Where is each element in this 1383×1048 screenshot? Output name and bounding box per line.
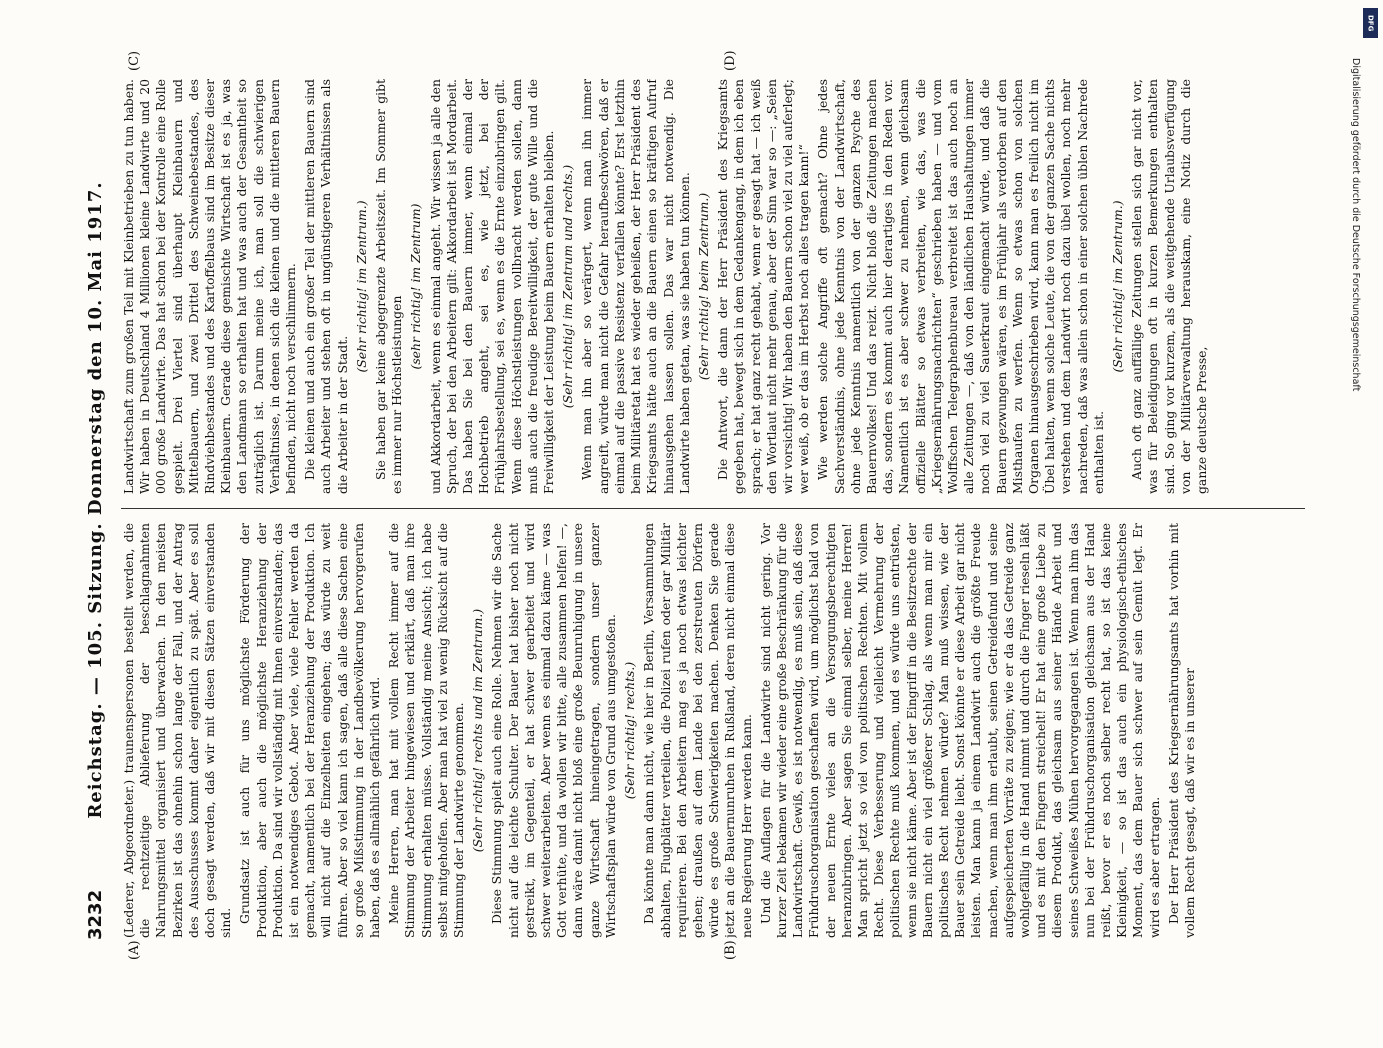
paragraph: Die kleinen und auch ein großer Teil der mittleren Bauern sind auch Arbeiter und stehen oft in ungünstigeren Verhältnissen als die Arbeiter in der Stadt.: [302, 79, 350, 494]
margin-marker-d: (D): [723, 50, 738, 71]
paragraph: Wenn man ihn aber so verärgert, wenn man ihn immer angreift, würde man nicht die Gefahr heraufbeschwören, daß er einmal auf die passive Resistenz verfallen könnte? Erst letzthin beim Militäretat hat es wieder geheißen, der Herr Präsident des Kriegsamts hätte auch an die Bauern einen so kräftigen Aufruf hinausgehen lassen sollen. Das war nicht notwendig. Die Landwirte haben getan, was sie haben tun können.: [579, 79, 692, 494]
digitization-note: Digitalisierung gefördert durch die Deutsche Forschungsgemeinschaft: [1350, 58, 1361, 392]
paragraph: Grundsatz ist auch für uns möglichste Förderung der Produktion, aber auch die möglichste Heranziehung der Produktion. Da sind wir vollständig mit Ihnen einverstanden; das ist ein notwendiges Gebot. Aber viele, viele Fehler werden da gemacht, namentlich bei der Heranziehung der Produktion. Ich will nicht auf die Einzelheiten eingehen; das würde zu weit führen. Aber so viel kann ich sagen, daß alle diese Sachen eine so große Mißstimmung in der Landbevölkerung hervorgerufen haben, daß es allmählich gefährlich wird.: [237, 523, 383, 938]
paragraph: Diese Stimmung spielt auch eine Rolle. Nehmen wir die Sache nicht auf die leichte Schulter. Der Bauer hat bisher noch nicht gestreikt, im Gegenteil, er hat schwer gearbeitet und wird schwer weiterarbeiten. Aber wenn es einmal dazu käme — was Gott verhüte, und da wollen wir bitte, alle zusammen helfen! —, dann wäre damit nicht bloß eine große Beunruhigung in unsere ganze Wirtschaft hineingetragen, sondern unser ganzer Wirtschaftsplan würde von Grund aus umgestoßen.: [489, 523, 618, 938]
interjection: (Sehr richtig! im Zentrum und rechts.): [560, 164, 576, 409]
paragraph: Der Herr Präsident des Kriegsernährungsamts hat vorhin mit vollem Recht gesagt, daß wir es in unserer: [1165, 523, 1197, 938]
interjection: (Sehr richtig! im Zentrum.): [1109, 200, 1125, 373]
interjection: (Sehr richtig! im Zentrum.): [353, 200, 369, 373]
paragraph: Meine Herren, man hat mit vollem Recht immer auf die Stimmung der Arbeiter hingewiesen und erklärt, daß man ihre Stimmung erhalten müsse. Vollständig meine Ansicht; ich habe selbst mitgeholfen. Aber man hat viel zu wenig Rücksicht auf die Stimmung der Landwirte genommen.: [386, 523, 467, 938]
dfg-logo-text: DFG: [1366, 14, 1375, 32]
sidebar-note: [1347, 8, 1363, 998]
text-column-right: [121, 79, 1309, 494]
paragraph: Da könnte man dann nicht, wie hier in Berlin, Versammlungen abhalten, Flugblätter verteilen, die Polizei rufen oder gar Militär requirieren. Bei den Arbeitern mag es ja noch etwas leichter gehen; draußen auf dem Lande bei den zerstreuten Dörfern würde es große Schwierigkeiten machen. Denken Sie gerade jetzt an die Bauernunruhen in Rußland, deren nicht einmal diese neue Regierung Herr werden kann.: [641, 523, 754, 938]
paragraph: Auch oft ganz auffällige Zeitungen stellen sich gar nicht vor, was für Beleidigungen oft in kurzen Bemerkungen enthalten sind. So ging vor kurzem, als die weitgehende Urlaubsverfügung von der Militärverwaltung herauskam, eine Notiz durch die ganze deutsche Presse,: [1129, 79, 1209, 494]
paragraph: Landwirtschaft zum großen Teil mit Kleinbetrieben zu tun haben. Wir haben in Deutschland 4 Millionen kleine Landwirte und 20 000 große Landwirte. Das hat schon bei der Kontrolle eine Rolle gespielt. Drei Viertel sind überhaupt Kleinbauern und Mittelbauern, und zwei Drittel des Schweinebestandes, des Rindviehbestandes und des Kartoffelbaus sind im Besitze dieser Kleinbauern. Gerade diese gemischte Wirtschaft ist es ja, was den Landmann so erhalten hat und was auch der Gesamtheit so zuträglich ist. Darum meine ich, man soll die schwierigen Verhältnisse, in denen sich die kleinen und die mittleren Bauern befinden, nicht noch verschlimmern.: [121, 79, 299, 494]
rotated-page: [63, 36, 1319, 964]
dfg-logo: [1363, 8, 1378, 38]
interjection: (Sehr richtig! rechts.): [622, 661, 638, 800]
paragraph: Sie haben gar keine abgegrenzte Arbeitszeit. Im Sommer gibt es immer nur Höchstleistungen: [373, 79, 405, 494]
interjection: (sehr richtig! im Zentrum): [408, 203, 424, 370]
text-column-left: [121, 523, 1309, 938]
column-divider: [121, 508, 1305, 509]
interjection: (Sehr richtig! rechts und im Zentrum.): [470, 608, 486, 853]
paragraph: und Akkordarbeit, wenn es einmal angeht. Wir wissen ja alle den Spruch, der bei den Arbeitern gilt: Akkordarbeit ist Mordarbeit. Das haben Sie bei den Bauern immer, wenn einmal der Hochbetrieb angeht, sei es, wie jetzt, bei der Frühjahrsbestellung, sei es, wenn es die Ernte einzubringen gilt. Wenn diese Höchstleistungen vollbracht werden sollen, dann muß auch die freudige Bereitwilligkeit, der gute Wille und die Freiwilligkeit der Leistung beim Bauern erhalten bleiben.: [427, 79, 557, 494]
margin-marker-c: (C): [127, 50, 142, 71]
paragraph: Die Antwort, die dann der Herr Präsident des Kriegsamts gegeben hat, bewegt sich in dem Gedankengang, in dem ich eben sprach; er hat ganz recht gehabt, wenn er gesagt hat — ich weiß den Wortlaut nicht mehr genau, aber der Sinn war so —: „Seien wir vorsichtig! Wir haben den Bauern schon viel zu viel auferlegt; wer weiß, ob er das im Herbst noch alles tragen kann!“: [715, 79, 812, 494]
interjection: (Sehr richtig! beim Zentrum.): [695, 192, 711, 381]
page-header: [75, 60, 115, 940]
paragraph: (Lederer, Abgeordneter.) traunenspersonen bestellt werden, die die rechtzeitige Ablieferung der beschlagnahmten Nahrungsmittel organisiert und überwachen. In den meisten Bezirken ist das ohnehin schon lange der Fall, und der Antrag des Ausschusses kommt daher eigentlich zu spät. Aber es soll doch gesagt werden, daß wir mit diesen Sätzen einverstanden sind.: [121, 523, 234, 938]
paragraph: Und die Auflagen für die Landwirte sind nicht gering. Vor kurzer Zeit bekamen wir wieder eine große Beschränkung für die Landwirtschaft. Gewiß, es ist notwendig, es muß sein, daß diese Frühdruschorganisation geschaffen wird, um möglichst bald von der neuen Ernte vieles an die Versorgungsberechtigten heranzubringen. Aber sagen Sie einmal selber, meine Herren! Man spricht jetzt so viel von politischen Rechten. Mit vollem Recht. Diese Verbesserung und vielleicht Vermehrung der politischen Rechte muß kommen, und es würde uns entrüsten, wenn sie nicht käme. Aber ist der Eingriff in die Besitzrechte der Bauern nicht ein viel größerer Schlag, als wenn man mir ein politisches Recht nehmen würde? Man muß wissen, wie der Bauer sein Getreide liebt. Sonst könnte er diese Arbeit gar nicht leisten. Man kann ja einem Landwirt auch die größte Freude machen, wenn man ihm erlaubt, seinen Getreidefund und seine aufgespeicherten Vorräte zu zeigen; wie er da das Getreide ganz wohlgefällig in die Hand nimmt und durch die Finger rieseln läßt und es mit den Fingern streichelt! Er hat eine große Liebe zu diesem Produkt, das gleichsam aus seiner Hände Arbeit und seines Schweißes Mühen hervorgegangen ist. Wenn man ihm das nun bei der Frühdruschorganisation gleichsam aus der Hand reißt, bevor er es noch selber recht hat, so ist das keine Kleinigkeit, — so ist das auch ein physiologisch-ethisches Moment, das dem Bauer sich schwer auf sein Gemüt legt. Er wird es aber ertragen.: [757, 523, 1162, 938]
page-title: Reichstag. — 105. Sitzung. Donnerstag den 10. Mai 1917.: [84, 181, 106, 819]
margin-marker-b: (B): [723, 940, 738, 960]
paragraph: Wie werden solche Angriffe oft gemacht? Ohne jedes Sachverständnis, ohne jede Kenntnis von der Landwirtschaft, ohne jede Kenntnis namentlich von der ganzen Psyche des Bauernvolkes! Und das reizt. Nicht bloß die Zeitungen machen das, sondern es kommt auch hier derartiges in den Reden vor. Namentlich ist es aber schwer zu nehmen, wenn gleichsam offizielle Blätter so etwas verbreiten, wie das, was die „Kriegsernährungsnachrichten“ geschrieben haben — und vom Wolffschen Telegraphenbureau verbreitet ist das auch noch an alle Zeitungen —, daß von den ländlichen Haushaltungen immer noch viel zu viel Sauerkraut eingemacht würde, und daß die Bauern gezwungen wären, es im Frühjahr als verdorben auf den Misthaufen zu werfen. Wenn so etwas schon von solchen Organen hinausgeschrieben wird, kann man es freilich nicht im Übel halten, wenn solche Leute, die von der ganzen Sache nichts verstehen und dem Landwirt noch dazu übel wollen, noch mehr nachreden, daß was allein schon in einer solchen üblen Nachrede enthalten ist.: [815, 79, 1106, 494]
margin-marker-a: (A): [127, 940, 142, 960]
page-number: 3232: [84, 889, 106, 940]
